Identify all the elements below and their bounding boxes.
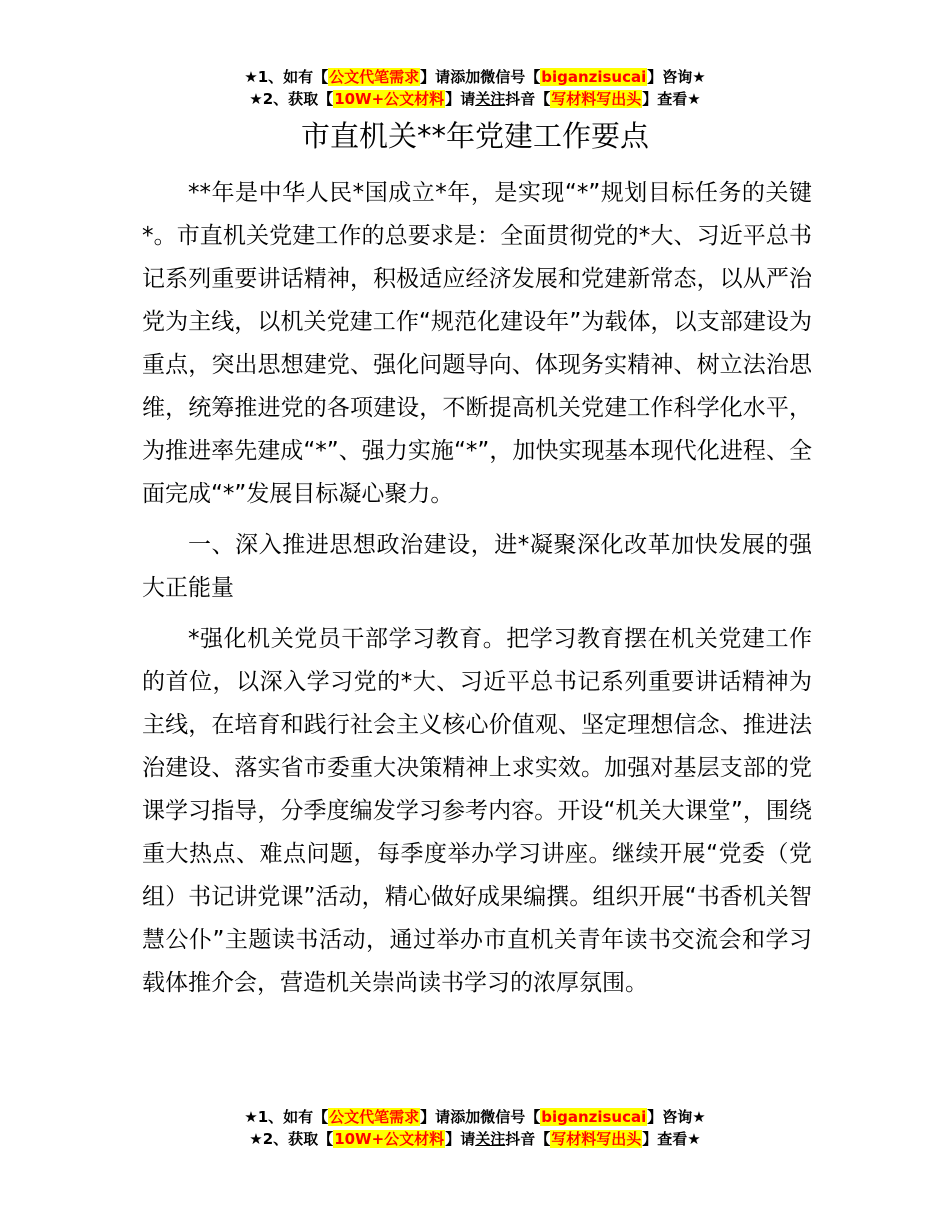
banner-highlight: 公文代笔需求 [329, 68, 420, 86]
paragraph-study: *强化机关党员干部学习教育。把学习教育摆在机关党建工作的首位，以深入学习党的*大、习近平总书记系列重要讲话精神为主线，在培育和践行社会主义核心价值观、坚定理想信念、推进法治建设、落实省市委重大决策精神上求实效。加强对基层支部的党课学习指导，分季度编发学习参考内容。开设“机关大课堂”，围绕重大热点、难点问题，每季度举办学习讲座。继续开展“党委（党组）书记讲党课”活动，精心做好成果编撰。组织开展“书香机关智慧公仆”主题读书活动，通过举办市直机关青年读书交流会和学习载体推介会，营造机关崇尚读书学习的浓厚氛围。 [142, 626, 812, 996]
banner-emphasis: 关注 [475, 1130, 506, 1148]
document-body [142, 172, 812, 1013]
banner-text: 微信号【 [480, 68, 541, 86]
banner-text: 】咨询★ [647, 68, 706, 86]
document-title: 市直机关**年党建工作要点 [300, 119, 649, 153]
banner-text: ★1、如有【 [244, 68, 329, 86]
header-banner [0, 66, 950, 110]
banner-highlight: 写材料写出头 [551, 1130, 642, 1148]
banner-text: 】请 [420, 1108, 451, 1126]
banner-text: 微信号【 [480, 1108, 541, 1126]
banner-text: 抖音【 [505, 1130, 551, 1148]
banner-text: 】请 [445, 1130, 476, 1148]
banner-highlight: 10W+公文材料 [334, 90, 445, 108]
banner-highlight: biganzisucai [541, 68, 647, 86]
banner-line-1 [0, 1106, 950, 1128]
banner-highlight: 10W+公文材料 [334, 1130, 445, 1148]
banner-emphasis: 添加 [450, 1108, 481, 1126]
banner-text: ★2、获取【 [249, 90, 334, 108]
banner-highlight: 写材料写出头 [551, 90, 642, 108]
banner-emphasis: 添加 [450, 68, 481, 86]
banner-text: 】咨询★ [647, 1108, 706, 1126]
banner-text: 抖音【 [505, 90, 551, 108]
banner-text: 】请 [445, 90, 476, 108]
banner-text: 】请 [420, 68, 451, 86]
banner-text: 】查看★ [642, 90, 701, 108]
banner-emphasis: 关注 [475, 90, 506, 108]
banner-line-2 [0, 1128, 950, 1150]
paragraph-intro: **年是中华人民*国成立*年，是实现“*”规划目标任务的关键*。市直机关党建工作的总要求是：全面贯彻党的*大、习近平总书记系列重要讲话精神，积极适应经济发展和党建新常态，以从严治党为主线，以机关党建工作“规范化建设年”为载体，以支部建设为重点，突出思想建党、强化问题导向、体现务实精神、树立法治思维，统筹推进党的各项建设，不断提高机关党建工作科学化水平，为推进率先建成“*”、强力实施“*”，加快实现基本现代化进程、全面完成“*”发展目标凝心聚力。 [142, 180, 812, 507]
section-heading-1: 一、深入推进思想政治建设，进*凝聚深化改革加快发展的强大正能量 [142, 532, 812, 601]
banner-line-1 [0, 66, 950, 88]
banner-line-2 [0, 88, 950, 110]
banner-highlight: biganzisucai [541, 1108, 647, 1126]
banner-text: 】查看★ [642, 1130, 701, 1148]
banner-highlight: 公文代笔需求 [329, 1108, 420, 1126]
banner-text: ★1、如有【 [244, 1108, 329, 1126]
footer-banner [0, 1106, 950, 1150]
banner-text: ★2、获取【 [249, 1130, 334, 1148]
